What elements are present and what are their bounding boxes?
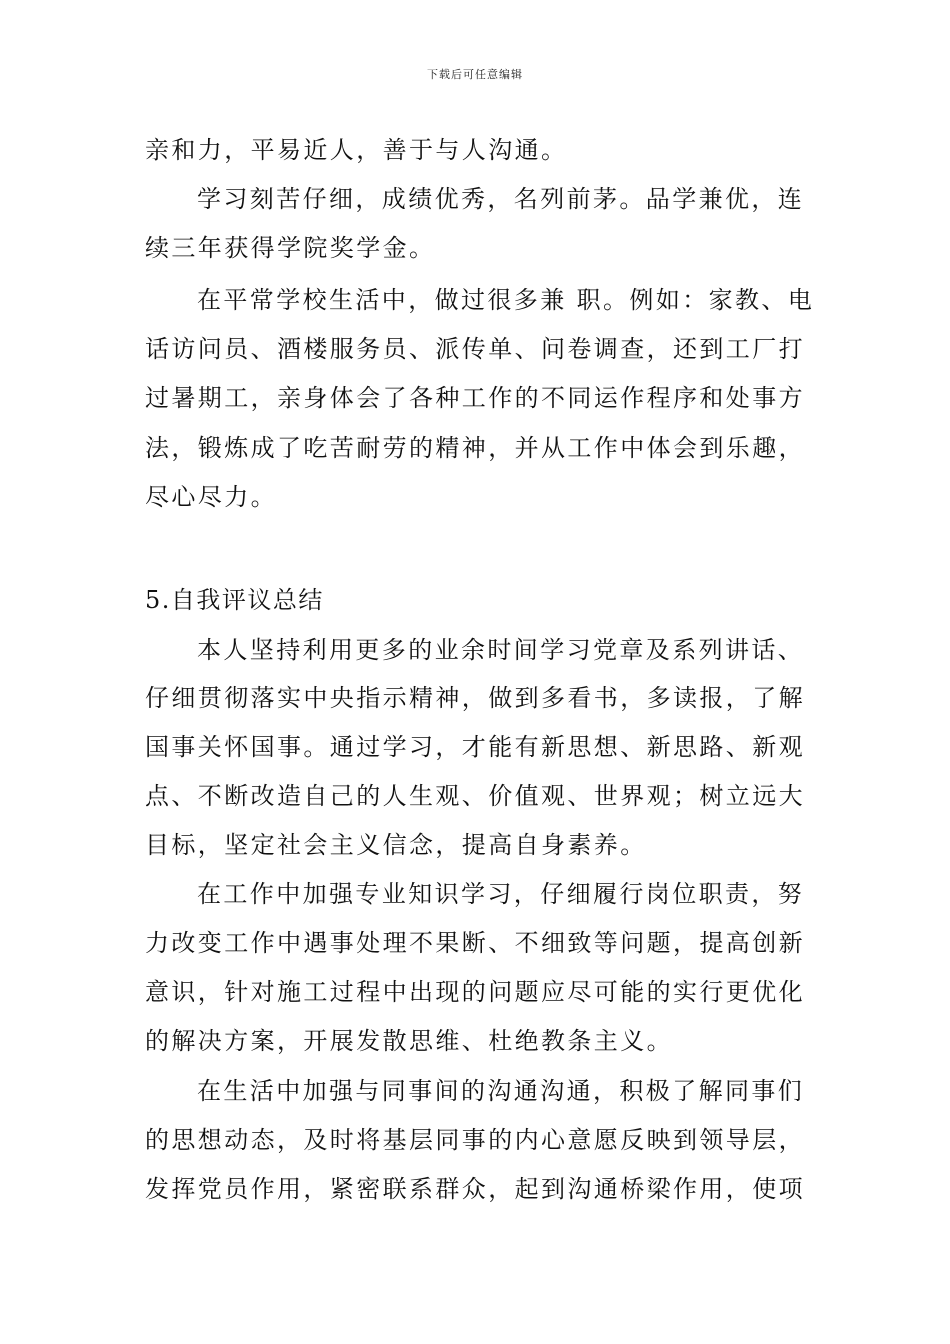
paragraph-first-line: 学习刻苦仔细，成绩优秀，名列前茅。品学兼优，连 [197, 185, 805, 213]
text-line: 意识，针对施工过程中出现的问题应尽可能的实行更优化 [145, 978, 805, 1006]
text-line: 力改变工作中遇事处理不果断、不细致等问题，提高创新 [145, 929, 805, 957]
text-line: 续三年获得学院奖学金。 [145, 234, 436, 262]
text-line: 点、不断改造自己的人生观、价值观、世界观；树立远大 [145, 782, 805, 810]
text-line: 过暑期工，亲身体会了各种工作的不同运作程序和处事方 [145, 384, 805, 412]
text-line: 亲和力，平易近人，善于与人沟通。 [145, 136, 568, 164]
text-line: 仔细贯彻落实中央指示精神，做到多看书，多读报，了解 [145, 684, 805, 712]
text-line: 国事关怀国事。通过学习，才能有新思想、新思路、新观 [145, 733, 805, 761]
text-line: 尽心尽力。 [145, 483, 277, 511]
paragraph-first-line: 本人坚持利用更多的业余时间学习党章及系列讲话、 [197, 636, 805, 664]
text-line: 话访问员、酒楼服务员、派传单、问卷调查，还到工厂打 [145, 335, 805, 363]
paragraph-first-line: 在工作中加强专业知识学习，仔细履行岗位职责，努 [197, 880, 805, 908]
paragraph-first-line: 在生活中加强与同事间的沟通沟通，积极了解同事们 [197, 1077, 805, 1105]
text-line: 目标，坚定社会主义信念，提高自身素养。 [145, 831, 647, 859]
text-line: 法，锻炼成了吃苦耐劳的精神，并从工作中体会到乐趣， [145, 434, 805, 462]
text-line: 的思想动态，及时将基层同事的内心意愿反映到领导层， [145, 1126, 805, 1154]
section-heading: 5.自我评议总结 [145, 586, 324, 614]
paragraph-first-line: 在平常学校生活中，做过很多兼 职。例如：家教、电 [197, 286, 815, 314]
page-header: 下载后可任意编辑 [427, 68, 523, 81]
text-line: 的解决方案，开展发散思维、杜绝教条主义。 [145, 1027, 673, 1055]
text-line: 发挥党员作用，紧密联系群众，起到沟通桥梁作用，使项 [145, 1175, 805, 1203]
